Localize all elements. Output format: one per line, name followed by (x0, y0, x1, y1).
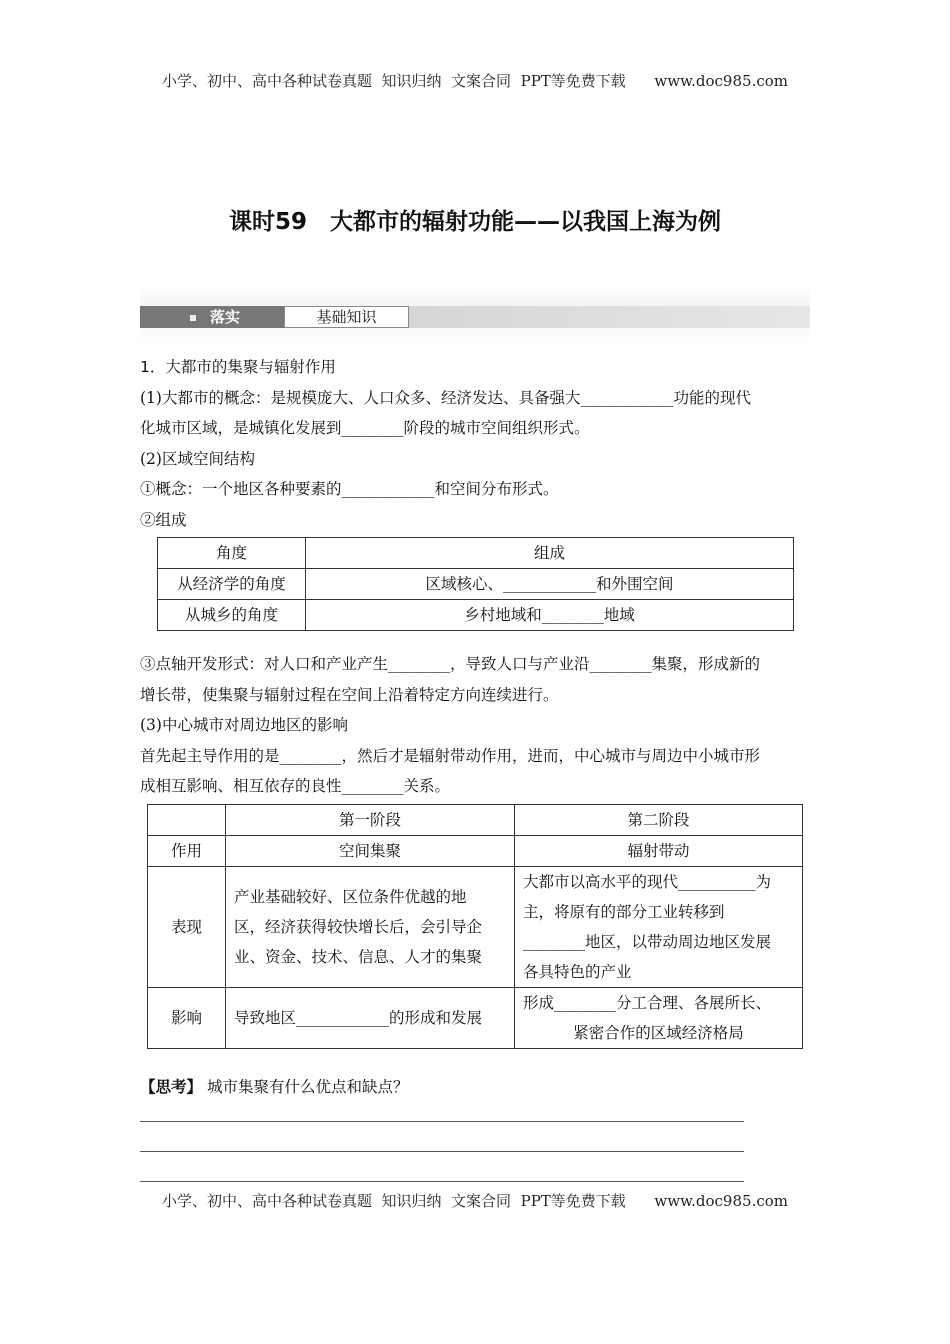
table-cell: 导致地区____________的形成和发展 (226, 987, 515, 1048)
think-label: 【思考】 (140, 1078, 203, 1096)
paragraph: ③点轴开发形式：对人口和产业产生________，导致人口与产业沿________集聚，形成新的 (140, 655, 761, 673)
cell-line: 各具特色的产业 (523, 962, 632, 981)
cell-line: ________地区，以带动周边地区发展 (523, 932, 772, 951)
table-header: 第一阶段 (226, 804, 515, 835)
paragraph: (3)中心城市对周边地区的影响 (140, 716, 348, 734)
paragraph: 增长带，使集聚与辐射过程在空间上沿着特定方向连续进行。 (140, 685, 559, 704)
cell-line: 形成________分工合理、各展所长、 (523, 993, 772, 1012)
table-cell (515, 987, 803, 1048)
paragraph: ②组成 (140, 510, 187, 529)
paragraph: (1)大都市的概念：是规模庞大、人口众多、经济发达、具备强大____________功能的现代 (140, 388, 751, 407)
paragraph: ①概念：一个地区各种要素的____________和空间分布形式。 (140, 480, 559, 498)
table-header: 角度 (158, 538, 306, 569)
cell-line: 大都市以高水平的现代__________为 (523, 872, 772, 891)
paragraph: (2)区域空间结构 (140, 449, 255, 468)
answer-line[interactable] (140, 1181, 744, 1182)
table-cell: 从经济学的角度 (158, 569, 306, 600)
paragraph: 成相互影响、相互依存的良性________关系。 (140, 777, 451, 795)
cell-line: 产业基础较好、区位条件优越的地 (234, 887, 467, 906)
stage-table (147, 804, 803, 1049)
answer-line[interactable] (140, 1151, 744, 1152)
table-cell: 从城乡的角度 (158, 600, 306, 631)
table-cell: 作用 (148, 835, 226, 866)
table-cell: 表现 (148, 866, 226, 987)
table-cell: 区域核心、____________和外围空间 (306, 569, 794, 600)
answer-line[interactable] (140, 1121, 744, 1122)
page-title: 课时59 大都市的辐射功能——以我国上海为例 (228, 209, 721, 235)
think-text: 城市集聚有什么优点和缺点？ (206, 1078, 409, 1096)
table-cell: 辐射带动 (515, 835, 803, 866)
cell-line: 区，经济获得较快增长后，会引导企 (234, 917, 483, 936)
table-cell (226, 866, 515, 987)
banner-tab: 基础知识 (284, 306, 409, 328)
square-bullet-icon (190, 315, 196, 321)
page-header: 小学、初中、高中各种试卷真题 知识归纳 文案合同 PPT等免费下载 www.doc985.com (161, 72, 788, 90)
table-cell: 影响 (148, 987, 226, 1048)
section-heading: 1．大都市的集聚与辐射作用 (140, 358, 336, 376)
paragraph: 化城市区域，是城镇化发展到________阶段的城市空间组织形式。 (140, 419, 590, 437)
content (140, 352, 810, 1049)
section-banner (140, 284, 810, 344)
cell-line: 业、资金、技术、信息、人才的集聚 (234, 947, 483, 966)
think-question (140, 1075, 408, 1097)
cell-line: 紧密合作的区域经济格局 (573, 1023, 744, 1042)
table-header: 第二阶段 (515, 804, 803, 835)
table-cell: 乡村地域和________地域 (306, 600, 794, 631)
banner-label (140, 306, 284, 328)
page-footer: 小学、初中、高中各种试卷真题 知识归纳 文案合同 PPT等免费下载 www.doc985.com (161, 1192, 788, 1210)
paragraph: 首先起主导作用的是________，然后才是辐射带动作用，进而，中心城市与周边中小城市形 (140, 746, 761, 765)
table-cell (515, 866, 803, 987)
composition-table (157, 537, 794, 631)
cell-line: 主，将原有的部分工业转移到 (523, 902, 725, 921)
banner-label-text: 落实 (210, 308, 241, 326)
table-cell: 空间集聚 (226, 835, 515, 866)
table-header: 组成 (306, 538, 794, 569)
table-header (148, 804, 226, 835)
